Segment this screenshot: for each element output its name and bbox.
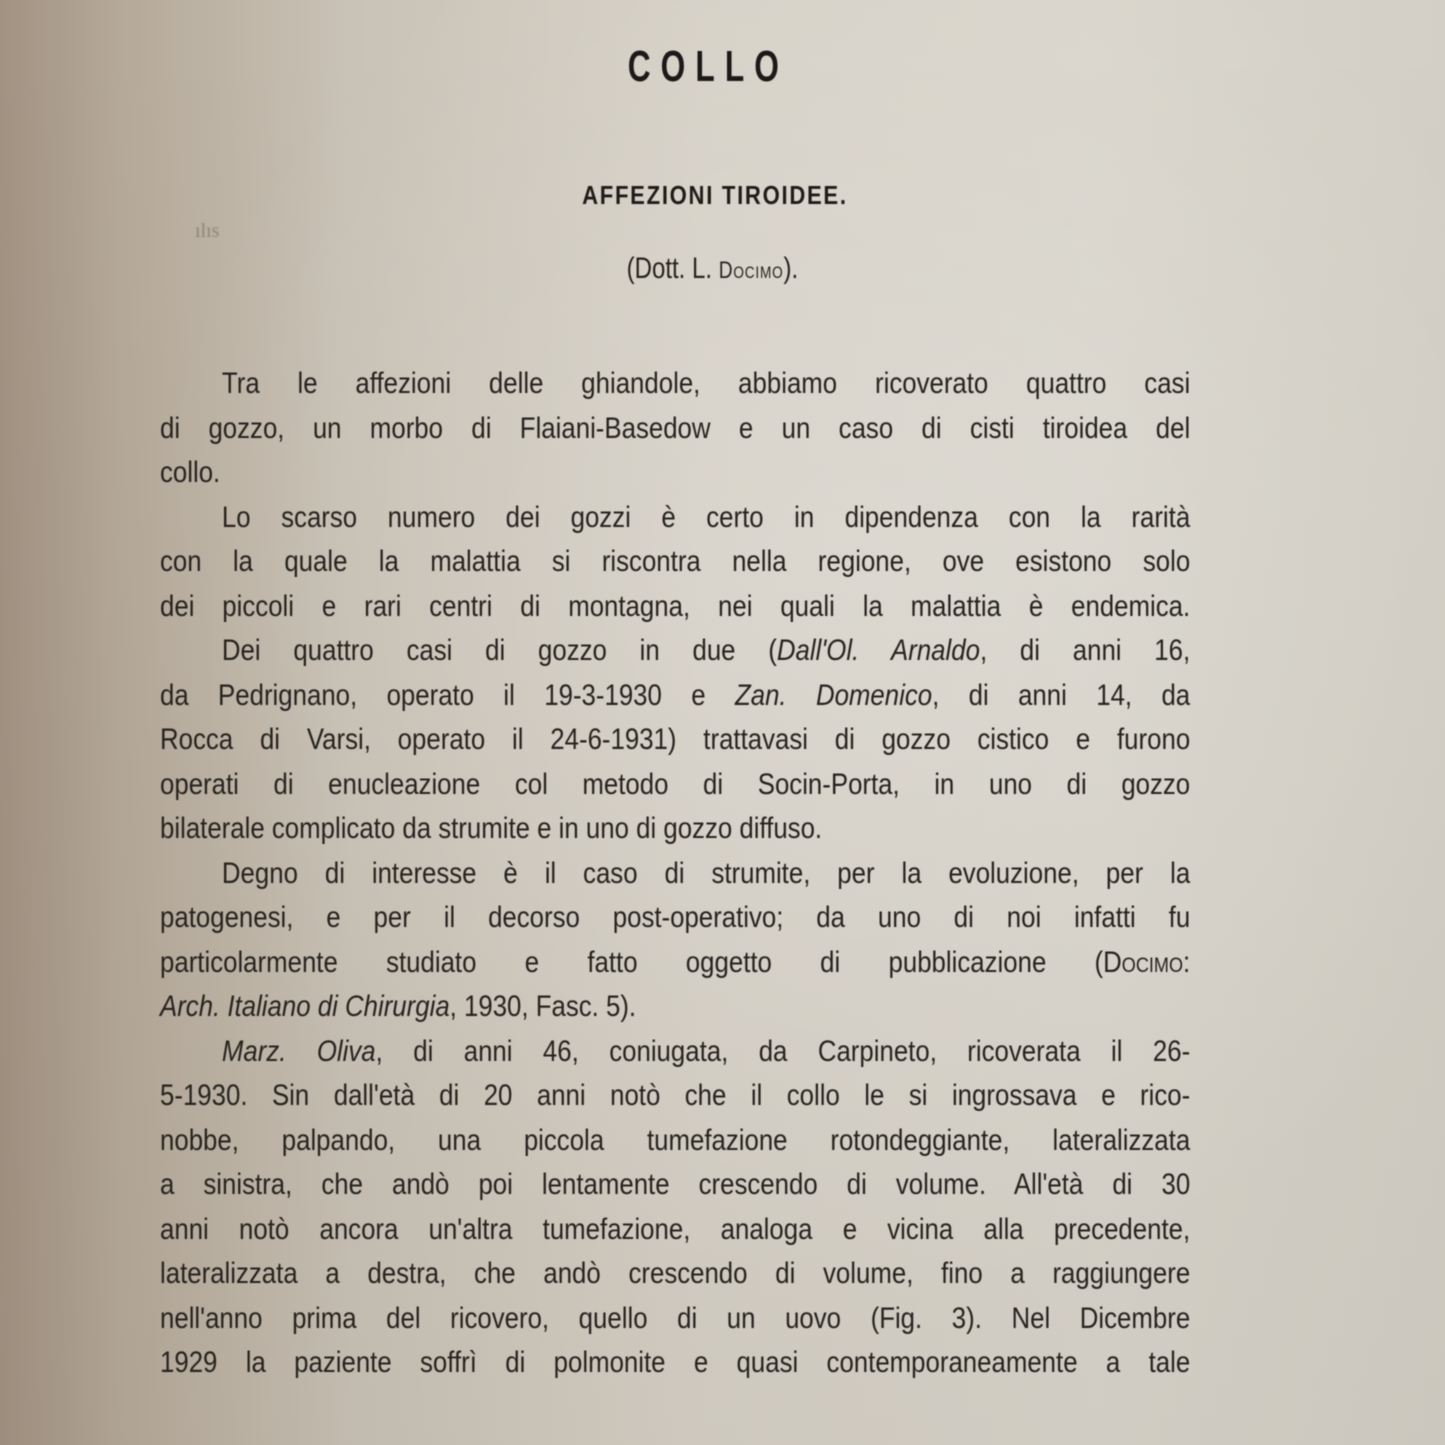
text-run: , di anni 16, xyxy=(979,634,1191,667)
text-line: con la quale la malattia si riscontra nella regione, ove esistono solo xyxy=(160,545,1191,578)
text-run: da Pedrignano, operato il 19-3-1930 e xyxy=(160,678,735,712)
author-name: Docimo xyxy=(718,257,784,284)
text-line: anni notò ancora un'altra tumefazione, analoga e vicina alla precedente, xyxy=(160,1212,1191,1246)
text-run: , di anni 46, coniugata, da Carpineto, ricoverata il 26- xyxy=(375,1034,1191,1068)
margin-mark: ılıs xyxy=(195,220,220,242)
text-line: bilaterale complicato da strumite e in uno di gozzo diffuso. xyxy=(160,812,823,845)
text-line: di gozzo, un morbo di Flaiani-Basedow e un caso di cisti tiroidea del xyxy=(160,411,1191,445)
text-line xyxy=(160,1030,1190,1075)
text-line: lateralizzata a destra, che andò crescendo di volume, fino a raggiungere xyxy=(160,1257,1191,1290)
text-run: , di anni 14, da xyxy=(932,678,1191,712)
text-line: operati di enucleazione col metodo di Socin-Porta, in uno di gozzo xyxy=(160,767,1191,801)
body-text xyxy=(160,362,1190,1386)
text-run: Dei quattro casi di gozzo in due ( xyxy=(221,634,777,667)
text-line xyxy=(160,674,1190,719)
text-line xyxy=(160,629,1190,674)
author-line xyxy=(134,252,1290,286)
text-line: nobbe, palpando, una piccola tumefazione rotondeggiante, lateralizzata xyxy=(160,1123,1191,1157)
text-line: 5-1930. Sin dall'età di 20 anni notò che il collo le si ingrossava e rico- xyxy=(160,1079,1191,1112)
text-line: Lo scarso numero dei gozzi è certo in dipendenza con la rarità xyxy=(221,500,1191,534)
patient-name: Dall'Ol. Arnaldo xyxy=(776,634,980,667)
journal-title: Arch. Italiano di Chirurgia xyxy=(160,990,450,1023)
text-line: Degno di interesse è il caso di strumite, per la evoluzione, per la xyxy=(221,856,1191,890)
author-suffix: ). xyxy=(783,252,799,285)
patient-name: Zan. Domenico xyxy=(734,678,933,712)
author-prefix: (Dott. L. xyxy=(626,252,719,285)
patient-name: Marz. Oliva xyxy=(221,1034,376,1068)
text-line: a sinistra, che andò poi lentamente crescendo di volume. All'età di 30 xyxy=(160,1168,1191,1201)
subsection-title: AFFEZIONI TIROIDEE. xyxy=(582,180,848,210)
text-line: nell'anno prima del ricovero, quello di un uovo (Fig. 3). Nel Dicembre xyxy=(160,1301,1191,1335)
cited-author: Docimo: xyxy=(1103,945,1191,979)
text-run: , 1930, Fasc. 5). xyxy=(449,990,637,1023)
section-title: COLLO xyxy=(627,42,789,91)
text-line: collo. xyxy=(160,456,221,489)
text-line: Tra le affezioni delle ghiandole, abbiamo ricoverato quattro casi xyxy=(221,367,1191,400)
text-line: 1929 la paziente soffrì di polmonite e quasi contemporaneamente a tale xyxy=(160,1346,1191,1379)
text-line: patogenesi, e per il decorso post-operativo; da uno di noi infatti fu xyxy=(160,901,1191,934)
text-run: particolarmente studiato e fatto oggetto di pubblicazione ( xyxy=(160,945,1104,979)
text-line xyxy=(160,941,1190,986)
text-line xyxy=(160,985,1190,1030)
text-line: Rocca di Varsi, operato il 24-6-1931) trattavasi di gozzo cistico e furono xyxy=(160,723,1191,756)
text-line: dei piccoli e rari centri di montagna, nei quali la malattia è endemica. xyxy=(160,589,1191,623)
